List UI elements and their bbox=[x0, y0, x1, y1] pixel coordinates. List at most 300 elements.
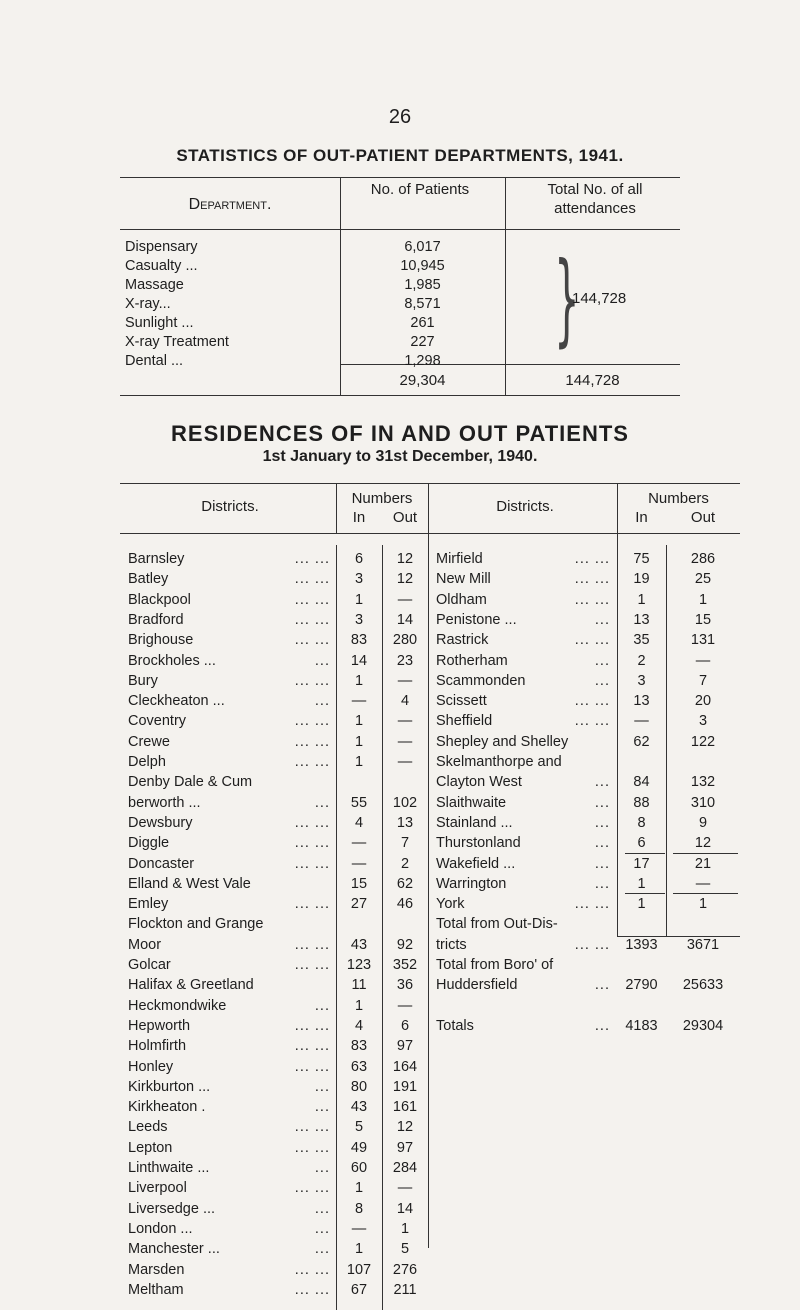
district-name: Brighouse bbox=[128, 632, 194, 649]
district-name: Skelmanthorpe and bbox=[436, 754, 562, 770]
district-in: 13 bbox=[633, 611, 650, 628]
district-name: York bbox=[436, 896, 465, 913]
district-in: 35 bbox=[633, 632, 650, 649]
district-out: 25633 bbox=[682, 977, 724, 994]
page-number: 26 bbox=[388, 106, 412, 128]
district-row bbox=[128, 610, 448, 630]
district-row bbox=[128, 833, 448, 853]
district-out: 7 bbox=[400, 835, 410, 852]
district-row bbox=[128, 1117, 448, 1137]
district-in: 8 bbox=[354, 1200, 364, 1217]
department-row bbox=[125, 257, 675, 276]
district-leader-dots: ... bbox=[594, 835, 610, 852]
district-row bbox=[436, 651, 756, 671]
district-row bbox=[128, 1260, 448, 1280]
district-name: Heckmondwike bbox=[128, 997, 227, 1014]
district-name: Kirkburton ... bbox=[128, 1078, 211, 1095]
district-row bbox=[128, 813, 448, 833]
district-in: 1 bbox=[637, 875, 646, 892]
district-row bbox=[128, 1219, 448, 1239]
district-name: Totals bbox=[436, 1017, 474, 1034]
districts-header-right: Districts. bbox=[496, 498, 554, 515]
district-out: 2 bbox=[400, 855, 410, 872]
district-out: 12 bbox=[396, 551, 414, 567]
district-leader-dots: ... ... bbox=[294, 896, 330, 913]
district-leader-dots: ... bbox=[314, 652, 330, 669]
district-name: Leeds bbox=[128, 1119, 168, 1136]
district-out: 29304 bbox=[682, 1017, 724, 1034]
district-out: 21 bbox=[694, 855, 712, 872]
district-in: 14 bbox=[350, 652, 368, 669]
district-leader-dots: ... ... bbox=[294, 1139, 330, 1156]
district-leader-dots: ... ... bbox=[294, 1281, 330, 1298]
district-row bbox=[436, 833, 756, 853]
district-out: 25 bbox=[694, 571, 712, 588]
department-row bbox=[125, 352, 675, 371]
district-name: Holmfirth bbox=[128, 1038, 187, 1055]
district-out: 23 bbox=[396, 652, 414, 669]
district-out: 36 bbox=[396, 977, 414, 994]
district-row bbox=[436, 793, 756, 813]
department-patients: 261 bbox=[410, 315, 435, 331]
district-row bbox=[436, 691, 756, 711]
district-in: 8 bbox=[637, 814, 646, 831]
district-in: — bbox=[351, 855, 367, 872]
district-leader-dots: ... ... bbox=[294, 1038, 330, 1055]
district-row bbox=[128, 1178, 448, 1198]
district-out: — bbox=[397, 591, 413, 608]
district-name: Denby Dale & Cum bbox=[128, 774, 253, 791]
district-leader-dots: ... ... bbox=[574, 936, 610, 953]
district-out: 12 bbox=[396, 571, 414, 588]
district-row bbox=[128, 1097, 448, 1117]
district-out: 20 bbox=[694, 693, 712, 710]
district-row bbox=[128, 630, 448, 650]
district-out: 1 bbox=[698, 896, 708, 913]
district-leader-dots: ... ... bbox=[294, 754, 330, 770]
district-in: 49 bbox=[350, 1139, 368, 1156]
department-patients: 6,017 bbox=[404, 239, 441, 255]
district-leader-dots: ... ... bbox=[294, 1119, 330, 1136]
district-name: Linthwaite ... bbox=[128, 1160, 210, 1176]
district-in: 88 bbox=[633, 794, 650, 811]
district-in: 80 bbox=[350, 1078, 368, 1095]
district-out: 92 bbox=[396, 936, 414, 953]
district-name: Liverpool bbox=[128, 1180, 187, 1197]
district-leader-dots: ... ... bbox=[294, 1058, 330, 1075]
district-leader-dots: ... ... bbox=[294, 814, 330, 831]
district-leader-dots: ... bbox=[594, 855, 610, 872]
district-out: 284 bbox=[392, 1160, 418, 1176]
district-leader-dots: ... ... bbox=[574, 591, 610, 608]
district-in: 43 bbox=[350, 936, 368, 953]
district-leader-dots: ... ... bbox=[574, 896, 610, 913]
district-name: Batley bbox=[128, 571, 169, 588]
district-leader-dots: ... ... bbox=[294, 591, 330, 608]
district-in: 55 bbox=[350, 794, 368, 811]
district-in: 15 bbox=[350, 875, 368, 892]
district-row bbox=[128, 549, 448, 569]
district-name: Golcar bbox=[128, 957, 171, 973]
district-row bbox=[436, 996, 756, 1016]
district-in: 17 bbox=[633, 855, 650, 872]
district-row bbox=[128, 1138, 448, 1158]
district-name: Meltham bbox=[128, 1281, 184, 1298]
district-in: 1 bbox=[637, 591, 646, 608]
district-out: 97 bbox=[396, 1139, 414, 1156]
district-out: — bbox=[695, 652, 711, 669]
district-name: Flockton and Grange bbox=[128, 916, 264, 933]
department-name: X-ray... bbox=[125, 296, 171, 312]
district-in: — bbox=[351, 835, 367, 852]
district-out: 13 bbox=[396, 814, 414, 831]
district-in: 1 bbox=[354, 672, 364, 689]
district-row bbox=[436, 1016, 756, 1036]
outpatient-stats-title: STATISTICS OF OUT-PATIENT DEPARTMENTS, 1941. bbox=[176, 146, 624, 165]
district-in: 67 bbox=[350, 1281, 368, 1298]
grouping-brace: } bbox=[554, 240, 580, 357]
district-row bbox=[436, 975, 756, 995]
district-name: New Mill bbox=[436, 571, 491, 588]
district-row bbox=[436, 610, 756, 630]
district-out: 191 bbox=[392, 1078, 418, 1095]
district-in: 13 bbox=[633, 693, 650, 710]
district-row bbox=[128, 914, 448, 934]
district-row bbox=[128, 1077, 448, 1097]
district-leader-dots: ... ... bbox=[574, 632, 610, 649]
district-leader-dots: ... bbox=[594, 814, 610, 831]
district-row bbox=[128, 935, 448, 955]
district-name: Halifax & Greetland bbox=[128, 977, 254, 994]
district-in: 3 bbox=[637, 672, 646, 689]
residences-subtitle: 1st January to 31st December, 1940. bbox=[262, 448, 538, 465]
district-leader-dots: ... bbox=[594, 1017, 610, 1034]
district-row bbox=[128, 1199, 448, 1219]
district-name: Diggle bbox=[128, 835, 170, 852]
district-name: Oldham bbox=[436, 591, 487, 608]
district-leader-dots: ... bbox=[594, 977, 610, 994]
in-header-left: In bbox=[352, 509, 366, 526]
district-leader-dots: ... bbox=[594, 875, 610, 892]
district-in: 107 bbox=[346, 1261, 372, 1278]
district-leader-dots: ... ... bbox=[294, 611, 330, 628]
district-name: Wakefield ... bbox=[436, 855, 516, 872]
district-row bbox=[128, 975, 448, 995]
district-leader-dots: ... bbox=[314, 693, 330, 710]
district-row bbox=[436, 935, 756, 955]
district-in: 43 bbox=[350, 1099, 368, 1116]
out-header-right: Out bbox=[690, 509, 716, 526]
district-row bbox=[128, 894, 448, 914]
district-row bbox=[128, 711, 448, 731]
district-out: — bbox=[397, 997, 413, 1014]
district-in: 11 bbox=[351, 977, 367, 994]
district-out: 352 bbox=[392, 957, 418, 973]
district-name: Clayton West bbox=[436, 774, 522, 791]
district-name: Total from Boro' of bbox=[436, 957, 554, 973]
district-in: 83 bbox=[350, 632, 368, 649]
district-out: 15 bbox=[694, 611, 712, 628]
department-name: Casualty ... bbox=[125, 258, 198, 274]
district-out: 9 bbox=[698, 814, 708, 831]
district-name: Brockholes ... bbox=[128, 652, 216, 669]
district-leader-dots: ... bbox=[594, 652, 610, 669]
district-leader-dots: ... ... bbox=[294, 733, 330, 750]
district-name: tricts bbox=[436, 936, 467, 953]
district-row bbox=[128, 569, 448, 589]
district-leader-dots: ... ... bbox=[294, 957, 330, 973]
department-patients: 8,571 bbox=[404, 296, 441, 312]
district-in: 1 bbox=[354, 713, 364, 730]
district-name: Mirfield bbox=[436, 551, 483, 567]
out-header-left: Out bbox=[392, 509, 418, 526]
district-out: 62 bbox=[396, 875, 414, 892]
district-out: — bbox=[397, 1180, 413, 1197]
district-row bbox=[128, 874, 448, 894]
district-out: 1 bbox=[400, 1220, 410, 1237]
district-in: — bbox=[634, 713, 649, 730]
department-row bbox=[125, 314, 675, 333]
district-name: Lepton bbox=[128, 1139, 173, 1156]
district-name: Doncaster bbox=[128, 855, 195, 872]
district-name: Warrington bbox=[436, 875, 507, 892]
district-leader-dots: ... bbox=[314, 1200, 330, 1217]
district-in: 2790 bbox=[625, 977, 658, 994]
district-out: 286 bbox=[690, 551, 716, 567]
district-name: Rastrick bbox=[436, 632, 489, 649]
district-name: Hepworth bbox=[128, 1017, 191, 1034]
district-in: 4 bbox=[354, 814, 364, 831]
district-in: 60 bbox=[350, 1160, 368, 1176]
district-name: Stainland ... bbox=[436, 814, 513, 831]
district-row bbox=[436, 894, 756, 914]
district-name: Slaithwaite bbox=[436, 794, 507, 811]
district-leader-dots: ... ... bbox=[294, 713, 330, 730]
district-leader-dots: ... bbox=[594, 794, 610, 811]
district-name: Emley bbox=[128, 896, 169, 913]
group-attendances: 144,728 bbox=[572, 290, 627, 307]
district-row bbox=[436, 813, 756, 833]
district-leader-dots: ... bbox=[314, 997, 330, 1014]
district-row bbox=[436, 569, 756, 589]
district-out: 161 bbox=[392, 1099, 418, 1116]
district-row bbox=[128, 732, 448, 752]
district-leader-dots: ... ... bbox=[294, 835, 330, 852]
district-out: 6 bbox=[400, 1017, 410, 1034]
district-name: Cleckheaton ... bbox=[128, 693, 225, 710]
district-name: Delph bbox=[128, 754, 166, 770]
district-leader-dots: ... bbox=[594, 611, 610, 628]
district-row bbox=[128, 996, 448, 1016]
district-name: Total from Out-Dis- bbox=[436, 916, 558, 933]
district-row bbox=[128, 854, 448, 874]
district-leader-dots: ... ... bbox=[294, 1017, 330, 1034]
district-leader-dots: ... ... bbox=[294, 936, 330, 953]
district-leader-dots: ... ... bbox=[574, 713, 610, 730]
district-leader-dots: ... ... bbox=[294, 855, 330, 872]
district-name: Barnsley bbox=[128, 551, 185, 567]
district-row bbox=[128, 1036, 448, 1056]
district-leader-dots: ... bbox=[594, 774, 610, 791]
district-in: 1 bbox=[354, 733, 364, 750]
department-name: Dental ... bbox=[125, 353, 184, 369]
department-name: Sunlight ... bbox=[125, 315, 194, 331]
district-out: 14 bbox=[396, 611, 414, 628]
district-name: Honley bbox=[128, 1058, 174, 1075]
district-leader-dots: ... ... bbox=[294, 632, 330, 649]
districts-header-left: Districts. bbox=[201, 498, 259, 515]
district-in: 62 bbox=[633, 733, 650, 750]
district-name: Penistone ... bbox=[436, 611, 517, 628]
department-row bbox=[125, 333, 675, 352]
district-leader-dots: ... ... bbox=[294, 551, 330, 567]
district-name: Kirkheaton . bbox=[128, 1099, 206, 1116]
district-name: berworth ... bbox=[128, 794, 201, 811]
district-name: Marsden bbox=[128, 1261, 185, 1278]
district-out: 12 bbox=[396, 1119, 414, 1136]
district-out: 132 bbox=[690, 774, 716, 791]
total-attendances: 144,728 bbox=[565, 372, 620, 389]
district-row bbox=[436, 711, 756, 731]
district-row bbox=[128, 955, 448, 975]
district-in: 2 bbox=[637, 652, 646, 669]
district-name: Shepley and Shelley bbox=[436, 733, 569, 750]
district-row bbox=[128, 752, 448, 772]
district-out: 102 bbox=[392, 794, 418, 811]
district-name: Bradford bbox=[128, 611, 184, 628]
district-out: — bbox=[695, 875, 711, 892]
district-row bbox=[128, 1016, 448, 1036]
district-out: — bbox=[397, 733, 413, 750]
district-leader-dots: ... ... bbox=[294, 1180, 330, 1197]
district-name: Rotherham bbox=[436, 652, 508, 669]
department-name: Dispensary bbox=[125, 239, 198, 255]
district-in: 3 bbox=[354, 571, 364, 588]
district-name: Bury bbox=[128, 672, 158, 689]
district-name: Manchester ... bbox=[128, 1241, 220, 1258]
district-in: 4 bbox=[354, 1017, 364, 1034]
district-row bbox=[436, 549, 756, 569]
department-name: Massage bbox=[125, 277, 184, 293]
district-out: 211 bbox=[393, 1281, 417, 1298]
district-leader-dots: ... bbox=[314, 1220, 330, 1237]
district-in: 83 bbox=[350, 1038, 368, 1055]
department-row bbox=[125, 238, 675, 257]
department-patients: 1,298 bbox=[404, 353, 441, 369]
district-row bbox=[436, 752, 756, 772]
district-row bbox=[128, 691, 448, 711]
district-in: 75 bbox=[633, 551, 650, 567]
district-in: 6 bbox=[354, 551, 364, 567]
district-in: — bbox=[351, 693, 367, 710]
district-row bbox=[436, 874, 756, 894]
district-out: 276 bbox=[392, 1261, 418, 1278]
district-name: Moor bbox=[128, 936, 162, 953]
district-in: 5 bbox=[354, 1119, 364, 1136]
district-row bbox=[128, 1057, 448, 1077]
district-out: 280 bbox=[392, 632, 418, 649]
district-out: 131 bbox=[690, 632, 716, 649]
department-patients: 227 bbox=[410, 334, 435, 350]
district-out: — bbox=[397, 713, 413, 730]
attendances-header: Total No. of all attendances bbox=[547, 181, 643, 217]
district-leader-dots: ... ... bbox=[574, 693, 610, 710]
district-out: — bbox=[397, 754, 413, 770]
district-leader-dots: ... bbox=[314, 1078, 330, 1095]
district-name: Coventry bbox=[128, 713, 187, 730]
district-leader-dots: ... ... bbox=[574, 571, 610, 588]
district-row bbox=[128, 1158, 448, 1178]
department-name: X-ray Treatment bbox=[125, 334, 229, 350]
department-patients: 10,945 bbox=[400, 258, 445, 274]
district-in: 1 bbox=[637, 896, 646, 913]
district-name: Liversedge ... bbox=[128, 1200, 216, 1217]
district-row bbox=[436, 732, 756, 752]
district-row bbox=[436, 914, 756, 934]
district-row bbox=[128, 1239, 448, 1259]
district-in: 1 bbox=[354, 1180, 364, 1197]
district-leader-dots: ... ... bbox=[574, 551, 610, 567]
district-leader-dots: ... ... bbox=[294, 672, 330, 689]
district-out: 3671 bbox=[686, 936, 720, 953]
district-row bbox=[436, 955, 756, 975]
district-in: 1393 bbox=[625, 936, 658, 953]
district-row bbox=[436, 630, 756, 650]
district-out: 5 bbox=[400, 1241, 410, 1258]
district-row bbox=[436, 671, 756, 691]
district-name: Scissett bbox=[436, 693, 487, 710]
district-row bbox=[128, 651, 448, 671]
district-leader-dots: ... bbox=[314, 1160, 330, 1176]
district-leader-dots: ... bbox=[314, 794, 330, 811]
district-name: Huddersfield bbox=[436, 977, 518, 994]
district-in: 63 bbox=[350, 1058, 368, 1075]
in-header-right: In bbox=[635, 509, 648, 526]
district-out: 14 bbox=[396, 1200, 414, 1217]
district-row bbox=[436, 590, 756, 610]
district-name: Crewe bbox=[128, 733, 170, 750]
district-name: Elland & West Vale bbox=[128, 875, 251, 892]
district-out: 164 bbox=[392, 1058, 418, 1075]
district-out: 7 bbox=[698, 672, 708, 689]
district-in: 1 bbox=[354, 754, 364, 770]
district-in: 1 bbox=[354, 997, 364, 1014]
district-leader-dots: ... ... bbox=[294, 571, 330, 588]
district-out: — bbox=[397, 672, 413, 689]
district-in: 27 bbox=[350, 896, 368, 913]
district-out: 122 bbox=[690, 733, 716, 750]
district-in: 1 bbox=[354, 591, 364, 608]
district-name: Blackpool bbox=[128, 591, 191, 608]
district-out: 97 bbox=[396, 1038, 414, 1055]
district-name: Thurstonland bbox=[436, 835, 521, 852]
district-row bbox=[436, 854, 756, 874]
district-in: 4183 bbox=[625, 1017, 658, 1034]
district-out: 1 bbox=[698, 591, 708, 608]
department-header: Department. bbox=[188, 196, 272, 213]
residences-title: RESIDENCES OF IN AND OUT PATIENTS bbox=[171, 421, 629, 446]
district-in: 1 bbox=[354, 1241, 364, 1258]
total-patients: 29,304 bbox=[399, 372, 446, 389]
district-row bbox=[128, 1280, 448, 1300]
district-row bbox=[128, 671, 448, 691]
district-name: London ... bbox=[128, 1220, 193, 1237]
department-patients: 1,985 bbox=[404, 277, 441, 293]
numbers-header-right: Numbers bbox=[648, 490, 709, 507]
district-leader-dots: ... bbox=[594, 672, 610, 689]
district-row bbox=[128, 772, 448, 792]
district-in: — bbox=[351, 1220, 367, 1237]
